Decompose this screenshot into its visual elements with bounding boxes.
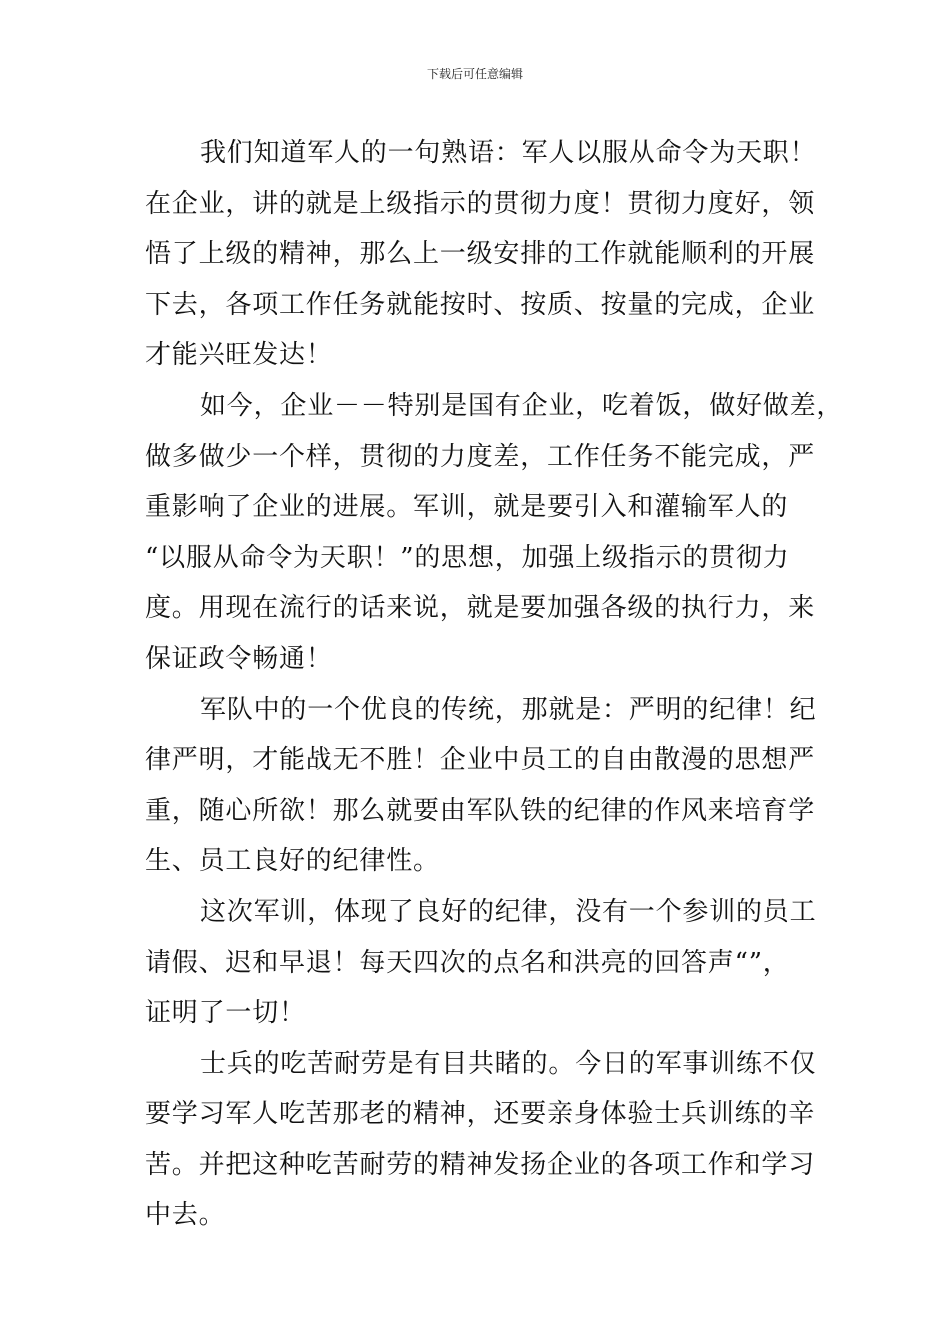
text-line: “以服从命令为天职！”的思想，加强上级指示的贯彻力 xyxy=(145,542,790,573)
text-line: 证明了一切！ xyxy=(145,998,306,1029)
text-line: 军队中的一个优良的传统，那就是：严明的纪律！纪 xyxy=(200,694,817,725)
text-line: 苦。并把这种吃苦耐劳的精神发扬企业的各项工作和学习 xyxy=(145,1149,816,1180)
text-line: 下去，各项工作任务就能按时、按质、按量的完成，企业 xyxy=(145,289,816,320)
paragraph-4 xyxy=(145,887,835,1039)
text-line: 在企业，讲的就是上级指示的贯彻力度！贯彻力度好，领 xyxy=(145,188,816,219)
paragraph-5 xyxy=(145,1039,835,1241)
text-line: 重，随心所欲！那么就要由军队铁的纪律的作风来培育学 xyxy=(145,795,816,826)
text-line: 我们知道军人的一句熟语：军人以服从命令为天职！ xyxy=(200,138,817,168)
text-line: 度。用现在流行的话来说，就是要加强各级的执行力，来 xyxy=(145,593,816,624)
text-line: 悟了上级的精神，那么上一级安排的工作就能顺利的开展 xyxy=(145,239,816,270)
page-header: 下载后可任意编辑 xyxy=(426,67,523,81)
paragraph-3 xyxy=(145,685,835,887)
text-line: 要学习军人吃苦那老的精神，还要亲身体验士兵训练的辛 xyxy=(145,1099,816,1130)
text-line: 这次军训，体现了良好的纪律，没有一个参训的员工 xyxy=(200,896,817,927)
text-line: 重影响了企业的进展。军训，就是要引入和灌输军人的 xyxy=(145,492,789,523)
text-line: 生、员工良好的纪律性。 xyxy=(145,846,440,877)
text-line: 才能兴旺发达！ xyxy=(145,340,333,371)
text-line: 如今，企业－－特别是国有企业，吃着饭，做好做差， xyxy=(200,390,844,421)
text-line: 请假、迟和早退！每天四次的点名和洪亮的回答声“”， xyxy=(145,947,790,978)
paragraph-2 xyxy=(145,381,844,685)
paragraph-1 xyxy=(145,128,835,381)
text-line: 保证政令畅通！ xyxy=(145,643,333,674)
text-line: 律严明，才能战无不胜！企业中员工的自由散漫的思想严 xyxy=(145,745,816,776)
document-body xyxy=(145,128,844,1241)
text-line: 士兵的吃苦耐劳是有目共睹的。今日的军事训练不仅 xyxy=(200,1048,817,1079)
text-line: 中去。 xyxy=(145,1200,226,1231)
text-line: 做多做少一个样，贯彻的力度差，工作任务不能完成，严 xyxy=(145,441,816,472)
